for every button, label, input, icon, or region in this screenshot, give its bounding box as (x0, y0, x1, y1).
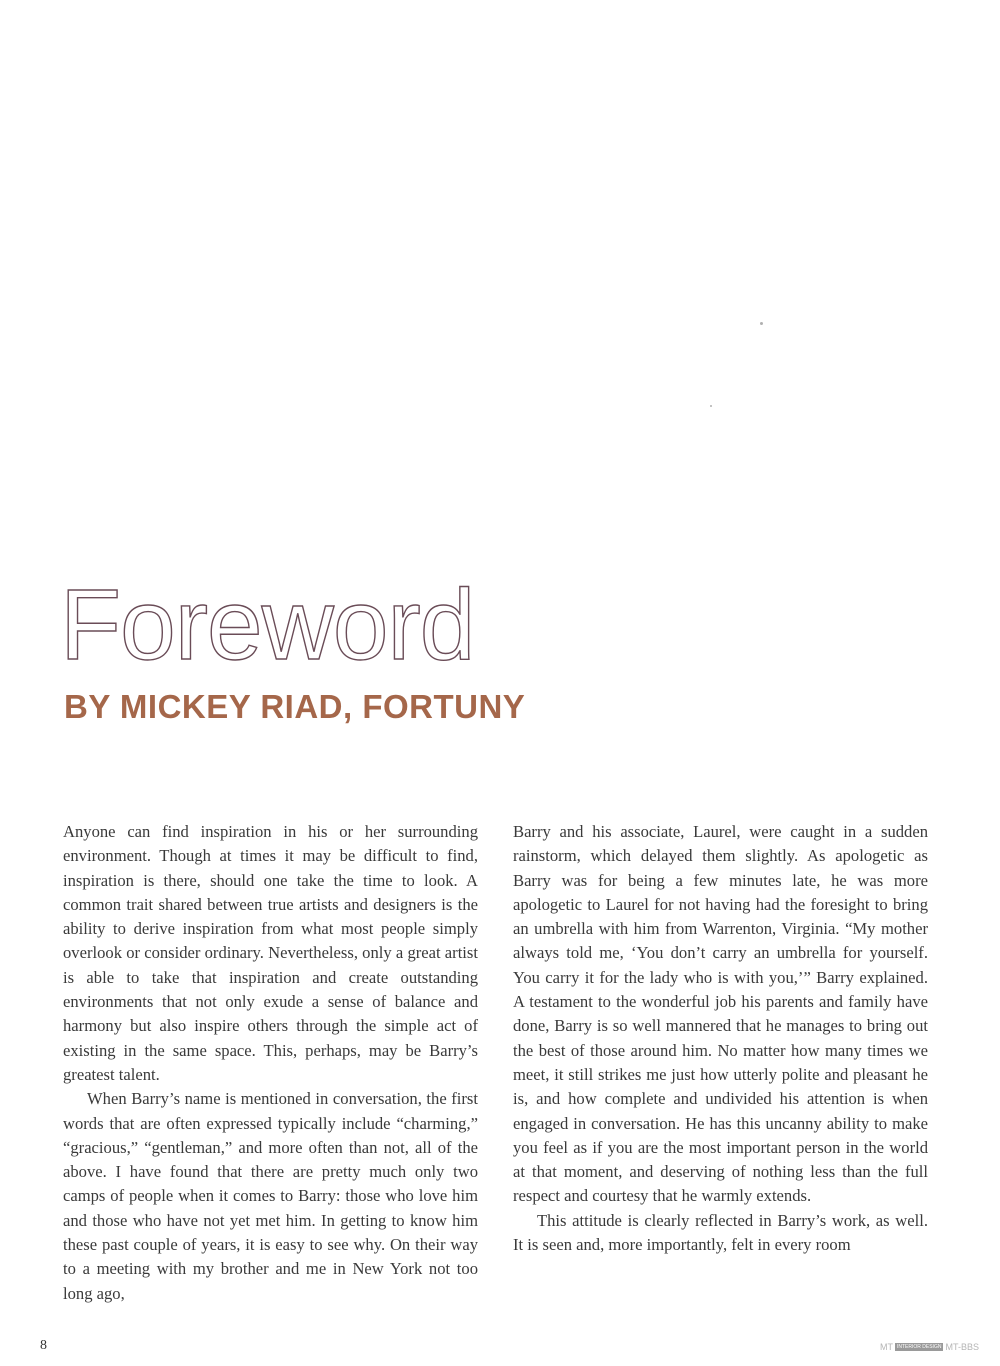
text-column-left (63, 820, 478, 1306)
paragraph: This attitude is clearly reflected in Barry’s work, as well. It is seen and, more importantly, felt in every room (513, 1210, 928, 1255)
author-byline: BY MICKEY RIAD, FORTUNY (64, 688, 526, 725)
page-number: 8 (40, 1338, 47, 1353)
watermark-box: INTERIOR DESIGN (897, 1344, 942, 1350)
text-column-right (513, 820, 928, 1257)
paragraph: Barry and his associate, Laurel, were caught in a sudden rainstorm, which delayed them slightly. As apologetic as Barry was for being a few minutes late, he was more apologetic to Laurel for not having had the foresight to bring an umbrella with him from Warrenton, Virginia. “My mother always told me, ‘You don’t carry an umbrella for yourself. You carry it for the lady who is with you,’” Barry explained. A testament to the wonderful job his parents and family have done, Barry is so well mannered that he manages to bring out the best of those around him. No matter how many times we meet, it still strikes me just how utterly polite and pleasant he is, and how complete and undivided his attention is when engaged in conversation. He has this uncanny ability to make you feel as if you are the most important person in the world at that moment, and deserving of nothing less than the full respect and courtesy that he warmly extends. (513, 822, 928, 1206)
paragraph: When Barry’s name is mentioned in conversation, the first words that are often expressed typically include “charming,” “gracious,” “gentleman,” and more often than not, all of the above. I have found that there are pretty much only two camps of people when it comes to Barry: those who love him and those who have not yet met him. In getting to know him these past couple of years, it is easy to see why. On their way to a meeting with my brother and me in New York not too long ago, (63, 1089, 478, 1303)
watermark-suffix: MT-BBS (945, 1342, 979, 1352)
page-title: Foreword (60, 569, 475, 681)
watermark-prefix: MT (880, 1342, 893, 1352)
site-watermark (880, 1336, 995, 1358)
scan-speck (710, 405, 712, 407)
paragraph: Anyone can find inspiration in his or her surrounding environment. Though at times it may be difficult to find, inspiration is there, should one take the time to look. A common trait shared between true artists and designers is the ability to derive inspiration from what most people simply overlook or consider ordinary. Nevertheless, only a great artist is able to take that inspiration and create outstanding environments that not only exude a sense of balance and harmony but also inspire others through the simple act of existing in the same space. This, perhaps, may be Barry’s greatest talent. (63, 822, 478, 1084)
scan-speck (760, 322, 763, 325)
